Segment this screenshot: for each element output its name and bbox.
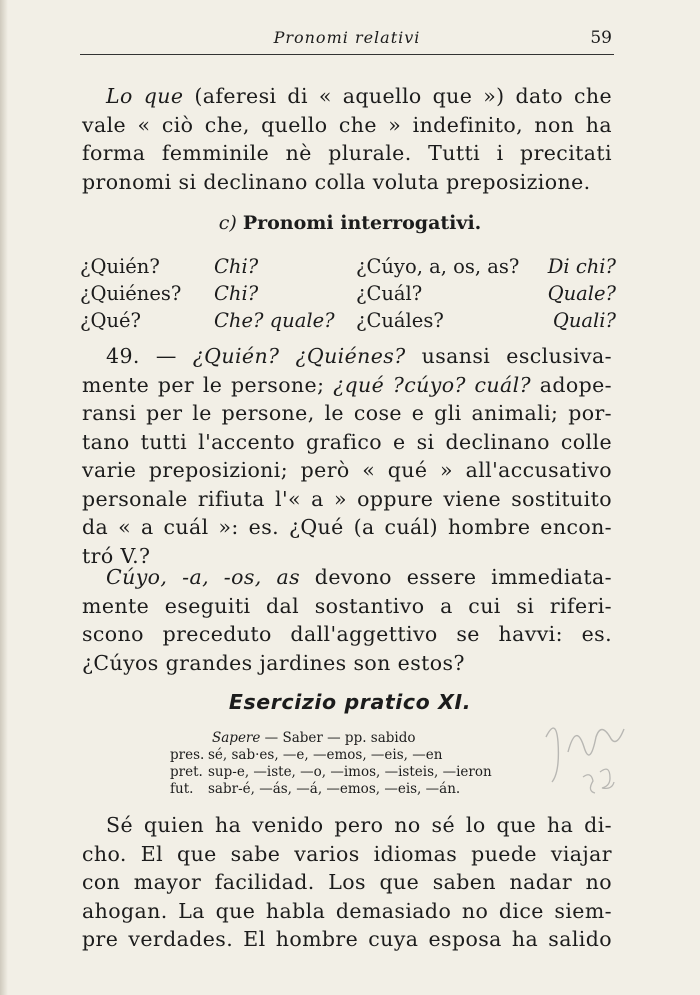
line-text: usansi esclusiva-	[405, 344, 612, 368]
italic-term: Lo que	[106, 84, 184, 108]
italian-pronoun: Di chi?	[547, 255, 616, 278]
tense-label: fut.	[170, 781, 194, 797]
text-line: vale « ciò che, quello che » indefinito, non ha	[82, 112, 612, 137]
table-row	[80, 280, 616, 307]
italian-pronoun: Chi?	[214, 255, 259, 278]
paragraph-lo-que	[82, 82, 612, 196]
text-line: scono preceduto dall'aggettivo se havvi: es.	[82, 622, 612, 646]
spanish-pronoun: ¿Cúyo, a, os, as?	[356, 255, 520, 278]
interrogatives-table	[80, 253, 616, 334]
text-line	[82, 563, 612, 592]
line-text: devono essere immediata-	[300, 565, 612, 589]
text-line: varie preposizioni; però « qué » all'accusativo	[82, 458, 612, 482]
paragraph-number: 49. —	[106, 344, 177, 368]
text-line: pronomi si declinano colla voluta preposizione.	[82, 169, 591, 194]
table-row	[80, 253, 616, 280]
spanish-pronoun: ¿Cuáles?	[356, 309, 444, 332]
verb-italian: Sapere	[212, 730, 261, 746]
text-line: cho. El que sabe varios idiomas puede viajar	[82, 841, 612, 866]
verb-forms: sabr-é, —ás, —á, —emos, —eis, —án.	[208, 781, 461, 797]
spanish-pronoun: ¿Cuál?	[356, 282, 423, 305]
conjugation-row	[170, 764, 530, 781]
conjugation-row	[170, 747, 530, 764]
tense-label: pret.	[170, 764, 203, 780]
page-edge-shadow	[0, 0, 8, 995]
verb-forms: sup-e, —iste, —o, —imos, —isteis, —ieron	[208, 764, 492, 780]
paragraph-49	[82, 342, 612, 570]
italic-term: ¿qué ?cúyo? cuál?	[333, 372, 532, 397]
line-text: (aferesi di « aquello que ») dato che	[183, 84, 612, 108]
text-line: ransi per le persone, le cose e gli animali; por-	[82, 401, 612, 425]
text-line	[82, 371, 612, 400]
paragraph-cuyo	[82, 563, 612, 677]
text-line: ¿Cúyos grandes jardines son estos?	[82, 650, 465, 675]
table-row	[80, 307, 616, 334]
text-line	[82, 82, 612, 111]
text-line	[82, 342, 612, 371]
italian-pronoun: Chi?	[214, 282, 259, 305]
text-line: da « a cuál »: es. ¿Qué (a cuál) hombre encon-	[82, 515, 612, 539]
text-line: Sé quien ha venido pero no sé lo que ha di-	[106, 813, 612, 837]
italian-pronoun: Che? quale?	[214, 309, 335, 332]
line-text: adope-	[531, 372, 612, 397]
page-number: 59	[590, 28, 612, 48]
spanish-pronoun: ¿Quién?	[80, 255, 160, 278]
text-line: tano tutti l'accento grafico e si declinano colle	[82, 429, 612, 454]
section-heading	[0, 212, 700, 234]
spanish-pronoun: ¿Quiénes?	[80, 282, 182, 305]
tense-label: pres.	[170, 747, 205, 763]
verb-spanish: — Saber — pp. sabido	[260, 730, 416, 746]
spanish-pronoun: ¿Qué?	[80, 309, 141, 332]
italian-pronoun: Quale?	[547, 282, 616, 305]
conjugation-row	[170, 781, 530, 798]
italian-pronoun: Quali?	[552, 309, 616, 332]
italic-term: ¿Quién? ¿Quiénes?	[192, 344, 406, 368]
line-text: mente per le persone;	[82, 372, 334, 397]
text-line: mente eseguiti dal sostantivo a cui si riferi-	[82, 593, 612, 618]
pencil-scribble	[538, 712, 648, 802]
text-line: pre verdades. El hombre cuya esposa ha salido	[82, 927, 612, 951]
section-letter: c)	[218, 212, 237, 234]
verb-forms: sé, sab·es, —e, —emos, —eis, —en	[208, 747, 443, 763]
text-line: con mayor facilidad. Los que saben nadar no	[82, 870, 612, 894]
conjugation-table	[170, 730, 530, 798]
section-title: Pronomi interrogativi.	[242, 212, 482, 234]
text-line: ahogan. La que habla demasiado no dice siem-	[82, 898, 612, 923]
text-line: tró V.?	[82, 543, 151, 568]
text-line: forma femminile nè plurale. Tutti i precitati	[82, 141, 612, 165]
conjugation-heading	[170, 730, 530, 747]
header-rule	[80, 54, 614, 55]
text-line: personale rifiuta l'« a » oppure viene sostituito	[82, 486, 612, 511]
exercise-text	[82, 811, 612, 954]
running-header	[80, 28, 614, 54]
exercise-heading: Esercizio pratico XI.	[228, 690, 472, 714]
italic-term: Cúyo, -a, -os, as	[106, 565, 301, 589]
header-title: Pronomi relativi	[273, 28, 421, 47]
